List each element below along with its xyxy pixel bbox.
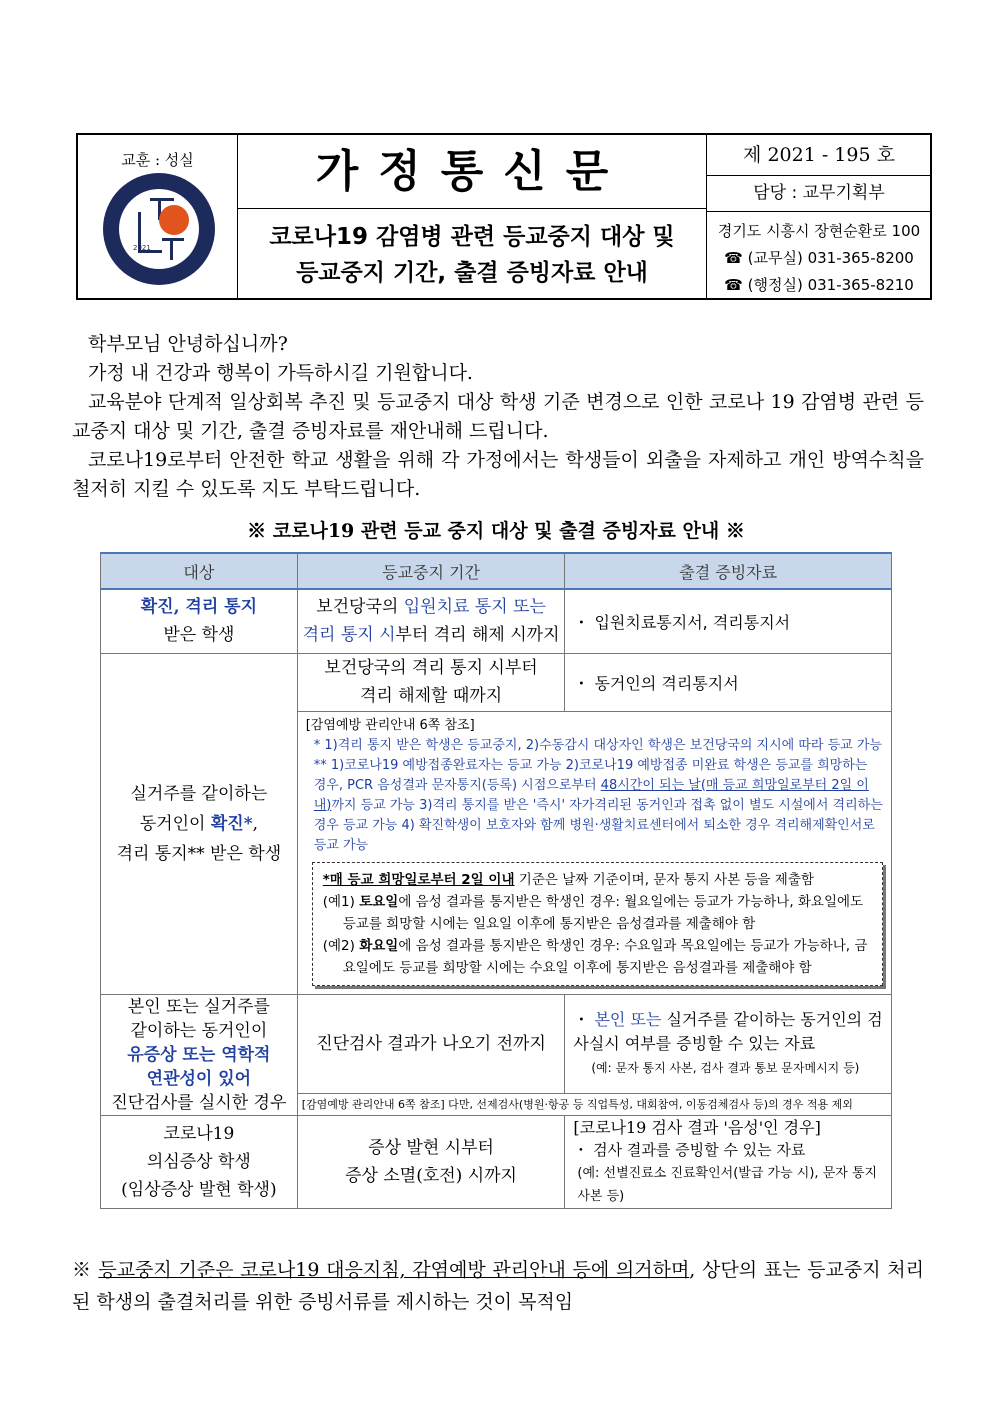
header-period: 등교중지 기간 xyxy=(297,553,565,589)
table-title: ※ 코로나19 관련 등교 중지 대상 및 출결 증빙자료 안내 ※ xyxy=(247,520,745,542)
period-text: 보건당국의 격리 통지 시부터 xyxy=(324,658,538,678)
guide-text: 까지 등교 가능 3)격리 통지를 받은 '즉시' 자가격리된 동거인과 접촉 없이 별도 시설에서 격리하는 경우 등교 가능 4) 확진학생이 보호자와 함께 병원·생활치료센터에서 퇴소한 경우 격리해제확인서로 등교 가능 xyxy=(313,797,883,853)
target-text: 연관성이 있어 xyxy=(146,1068,252,1089)
guide-text-underlined: 48시간이 되는 날(매 등교 희망일로부터 2일 이내) xyxy=(313,777,869,813)
period-text: 격리 통지 시 xyxy=(302,625,396,646)
evidence-heading: [코로나19 검사 결과 '음성'인 경우] xyxy=(573,1117,821,1137)
subtitle-line-1: 코로나19 감염병 관련 등교중지 대상 및 xyxy=(269,224,675,250)
intro-paragraph: 교육분야 단계적 일상회복 추진 및 등교중지 대상 학생 기준 변경으로 인한 코로나 19 감염병 관련 등교중지 대상 및 기간, 출결 증빙자료를 재안내해 드립니다. xyxy=(72,391,924,442)
guide-item: * 1)격리 통지 받은 학생은 등교중지, 2)수동감시 대상자인 학생은 보건당국의 지시에 따라 등교 가능 xyxy=(313,737,882,753)
example-text: (예1) xyxy=(322,893,360,910)
example-text: (예2) xyxy=(322,937,360,954)
evidence-text: ・ xyxy=(573,1009,595,1029)
target-text: 실거주를 같이하는 xyxy=(130,783,268,804)
header-target: 대상 xyxy=(101,553,298,589)
evidence-text: 실거주를 같이하는 동거인의 검사실시 여부를 증빙할 수 있는 자료 xyxy=(573,1009,883,1053)
example-text: 에 음성 결과를 통지받은 학생인 경우: 수요일과 목요일에는 등교가 가능하나, 금요일에도 등교를 희망할 시에는 수요일 이후에 통지받은 음성결과를 제출해야 함 xyxy=(342,937,868,976)
table-row xyxy=(101,653,892,711)
issue-info-cell xyxy=(706,135,931,298)
intro-paragraph: 코로나19로부터 안전한 학교 생활을 위해 각 가정에서는 학생들이 외출을 자제하고 개인 방역수칙을 철저히 지킬 수 있도록 지도 부탁드립니다. xyxy=(72,449,924,500)
period-text: 부터 격리 해제 시까지 xyxy=(395,625,560,646)
issue-number: 제 2021 - 195 호 xyxy=(707,135,931,176)
target-text: 유증상 또는 역학적 xyxy=(127,1044,271,1065)
example-1 xyxy=(323,891,872,935)
intro-paragraphs xyxy=(72,330,924,504)
period-cell xyxy=(297,589,565,653)
target-text: , xyxy=(252,813,258,834)
period-text: 입원치료 통지 또는 xyxy=(403,597,546,618)
table-header-row xyxy=(101,553,892,589)
example-text: 에 음성 결과를 통지받은 학생인 경우: 월요일에는 등교가 가능하나, 화요일에도 등교를 희망할 시에는 일요일 이후에 통지받은 음성결과를 제출해야 함 xyxy=(342,893,864,932)
header-evidence: 출결 증빙자료 xyxy=(565,553,892,589)
guide-note-cell xyxy=(297,711,891,994)
notice-subtitle xyxy=(238,209,706,298)
period-cell xyxy=(297,653,565,711)
target-text: 의심증상 학생 xyxy=(146,1151,251,1172)
note-heading: *매 등교 희망일로부터 2일 이내 xyxy=(322,871,515,888)
period-cell xyxy=(297,1115,565,1208)
target-cell xyxy=(101,1115,298,1208)
evidence-note: (예: 문자 통지 사본, 검사 결과 통보 문자메시지 등) xyxy=(591,1060,860,1075)
target-cell xyxy=(101,994,298,1115)
target-text: 받은 학생 xyxy=(163,625,235,646)
attendance-guide-table xyxy=(100,552,892,1209)
note-heading: 기준은 날짜 기준이며, 문자 통지 사본 등을 제출함 xyxy=(514,871,814,888)
target-text: 격리 통지** 받은 학생 xyxy=(116,843,282,864)
target-text: 확진, 격리 통지 xyxy=(140,597,258,618)
target-cell xyxy=(101,589,298,653)
example-text: 화요일 xyxy=(359,937,399,954)
evidence-cell xyxy=(565,994,892,1093)
table-row xyxy=(101,1115,892,1208)
footer-note xyxy=(72,1254,924,1318)
example-note-box xyxy=(312,862,883,986)
evidence-text: ・ 검사 결과를 증빙할 수 있는 자료 xyxy=(573,1140,806,1159)
newsletter-header xyxy=(76,133,932,300)
school-address: 경기도 시흥시 장현순환로 100 xyxy=(717,222,921,240)
guide-text: ** 1)코로나19 예방접종완료자는 등교 가능 2)코로나19 예방접종 미완료 학생은 등교를 희망하는 경우, PCR 음성결과 문자통지(등록) 시점으로부터 xyxy=(313,757,868,793)
school-logo xyxy=(102,172,216,286)
phone-office: ☎ (교무실) 031-365-8200 xyxy=(724,249,914,267)
period-text: 증상 발현 시부터 xyxy=(368,1137,494,1158)
table-row xyxy=(101,994,892,1093)
school-emblem-cell xyxy=(78,135,238,298)
target-text: 본인 또는 실거주를 xyxy=(127,996,270,1017)
department-in-charge: 담당 : 교무기획부 xyxy=(707,176,931,212)
guide-note-cell: [감염예방 관리안내 6쪽 참조] 다만, 선제검사(병원·항공 등 직업특성, 대회참여, 이동검체검사 등)의 경우 적용 제외 xyxy=(297,1093,891,1115)
evidence-text: 본인 또는 xyxy=(594,1009,662,1029)
target-text: (임상증상 발현 학생) xyxy=(121,1179,277,1200)
evidence-cell xyxy=(565,1115,892,1208)
target-cell xyxy=(101,653,298,994)
school-motto: 교훈 : 성실 xyxy=(121,151,194,169)
intro-paragraph: 학부모님 안녕하십니까? xyxy=(88,333,288,355)
guide-item xyxy=(306,756,883,856)
target-text: 같이하는 동거인이 xyxy=(130,1020,268,1041)
phone-admin: ☎ (행정실) 031-365-8210 xyxy=(724,276,914,294)
period-text: 격리 해제할 때까지 xyxy=(359,686,503,706)
page-title: 가정통신문 xyxy=(238,135,706,209)
target-text: 동거인이 xyxy=(139,813,211,834)
intro-paragraph: 가정 내 건강과 행복이 가득하시길 기원합니다. xyxy=(88,362,473,384)
target-text: 진단검사를 실시한 경우 xyxy=(111,1092,287,1113)
table-row xyxy=(101,589,892,653)
footer-underlined-text: 등교중지 기준은 코로나19 대응지침, 감염예방 관리안내 등에 의거하며 xyxy=(98,1259,690,1281)
target-text: 확진* xyxy=(210,813,253,834)
period-text: 보건당국의 xyxy=(316,597,404,618)
target-text: 코로나19 xyxy=(163,1123,235,1144)
evidence-cell: ・ 입원치료통지서, 격리통지서 xyxy=(565,589,892,653)
period-cell: 진단검사 결과가 나오기 전까지 xyxy=(297,994,565,1093)
footer-mark: ※ xyxy=(72,1259,99,1281)
period-text: 증상 소멸(호전) 시까지 xyxy=(345,1165,517,1186)
subtitle-line-2: 등교중지 기간, 출결 증빙자료 안내 xyxy=(296,260,648,286)
svg-text:2021: 2021 xyxy=(133,244,151,252)
evidence-text: (예: 선별진료소 진료확인서(발급 가능 시), 문자 통지 사본 등) xyxy=(577,1165,878,1204)
footer-text: , 상단의 표는 등교중지 처리된 학생의 출결처리를 위한 증빙서류를 제시하는 것이 목적임 xyxy=(72,1259,924,1313)
contact-info xyxy=(707,212,931,299)
example-text: 토요일 xyxy=(359,893,399,910)
evidence-cell: ・ 동거인의 격리통지서 xyxy=(565,653,892,711)
example-2 xyxy=(323,935,872,979)
guide-heading: [감염예방 관리안내 6쪽 참조] xyxy=(305,717,475,733)
